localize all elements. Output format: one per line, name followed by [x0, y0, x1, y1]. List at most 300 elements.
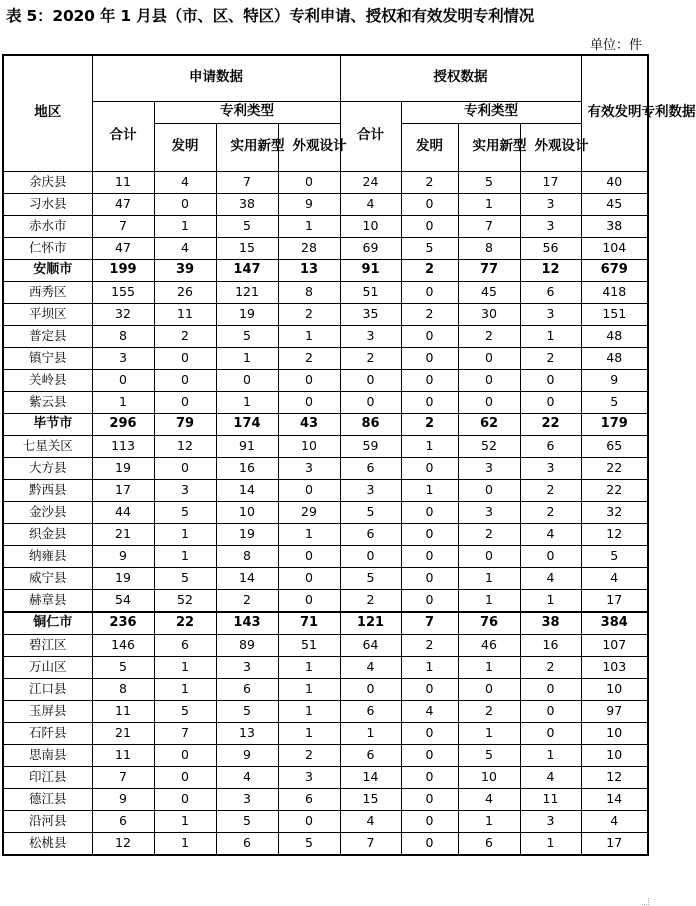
value-cell-a-total: 21	[92, 722, 154, 744]
value-cell-g-total: 4	[340, 656, 401, 678]
value-cell-g-total: 0	[340, 369, 401, 391]
value-cell-a-inv: 26	[154, 281, 216, 303]
value-cell-a-des: 3	[278, 766, 340, 788]
value-cell-a-util: 38	[216, 193, 278, 215]
value-cell-g-inv: 0	[401, 788, 458, 810]
table-row	[3, 479, 648, 501]
table-row	[3, 347, 648, 369]
region-name-cell: 威宁县	[3, 567, 92, 589]
value-cell-g-inv: 0	[401, 832, 458, 855]
value-cell-a-des: 0	[278, 589, 340, 612]
header-application-patent-type: 专利类型	[154, 101, 340, 123]
value-cell-a-total: 296	[92, 413, 154, 435]
value-cell-a-util: 121	[216, 281, 278, 303]
value-cell-g-inv: 0	[401, 523, 458, 545]
table-row	[3, 545, 648, 567]
header-grant-design: 外观设计	[520, 123, 581, 171]
header-application-group: 申请数据	[92, 55, 340, 101]
value-cell-g-util: 5	[458, 744, 520, 766]
value-cell-a-total: 8	[92, 325, 154, 347]
value-cell-g-des: 0	[520, 545, 581, 567]
value-cell-g-total: 1	[340, 722, 401, 744]
region-name-cell: 大方县	[3, 457, 92, 479]
value-cell-a-des: 6	[278, 788, 340, 810]
header-application-design: 外观设计	[278, 123, 340, 171]
table-row	[3, 391, 648, 413]
value-cell-a-inv: 1	[154, 656, 216, 678]
value-cell-a-total: 8	[92, 678, 154, 700]
value-cell-g-util: 30	[458, 303, 520, 325]
value-cell-g-des: 2	[520, 479, 581, 501]
value-cell-a-des: 2	[278, 744, 340, 766]
value-cell-a-total: 6	[92, 810, 154, 832]
value-cell-g-des: 2	[520, 656, 581, 678]
value-cell-g-des: 2	[520, 501, 581, 523]
table-row	[3, 435, 648, 457]
value-cell-g-total: 24	[340, 171, 401, 193]
value-cell-g-des: 3	[520, 215, 581, 237]
value-cell-a-des: 51	[278, 634, 340, 656]
value-cell-a-inv: 39	[154, 259, 216, 281]
value-cell-eff: 679	[581, 259, 648, 281]
value-cell-g-util: 1	[458, 193, 520, 215]
value-cell-g-total: 4	[340, 193, 401, 215]
value-cell-a-inv: 1	[154, 523, 216, 545]
region-name-cell: 沿河县	[3, 810, 92, 832]
value-cell-g-des: 0	[520, 722, 581, 744]
value-cell-a-util: 174	[216, 413, 278, 435]
value-cell-a-total: 44	[92, 501, 154, 523]
value-cell-g-total: 0	[340, 545, 401, 567]
region-name-cell: 铜仁市	[3, 612, 92, 635]
value-cell-g-des: 1	[520, 325, 581, 347]
value-cell-g-total: 6	[340, 700, 401, 722]
value-cell-g-inv: 0	[401, 391, 458, 413]
table-row	[3, 501, 648, 523]
value-cell-eff: 9	[581, 369, 648, 391]
value-cell-a-des: 0	[278, 479, 340, 501]
value-cell-a-inv: 22	[154, 612, 216, 635]
value-cell-g-inv: 1	[401, 656, 458, 678]
table-row-city	[3, 413, 648, 435]
region-name-cell: 纳雍县	[3, 545, 92, 567]
value-cell-g-util: 2	[458, 700, 520, 722]
value-cell-a-util: 14	[216, 479, 278, 501]
value-cell-g-total: 35	[340, 303, 401, 325]
value-cell-eff: 179	[581, 413, 648, 435]
value-cell-g-inv: 0	[401, 193, 458, 215]
value-cell-g-util: 45	[458, 281, 520, 303]
value-cell-a-inv: 0	[154, 391, 216, 413]
value-cell-g-total: 3	[340, 479, 401, 501]
value-cell-a-total: 7	[92, 215, 154, 237]
value-cell-g-util: 8	[458, 237, 520, 259]
value-cell-a-des: 5	[278, 832, 340, 855]
value-cell-a-util: 1	[216, 347, 278, 369]
value-cell-a-util: 0	[216, 369, 278, 391]
value-cell-a-inv: 0	[154, 193, 216, 215]
region-name-cell: 西秀区	[3, 281, 92, 303]
value-cell-a-util: 19	[216, 523, 278, 545]
region-name-cell: 玉屏县	[3, 700, 92, 722]
value-cell-eff: 32	[581, 501, 648, 523]
value-cell-a-inv: 52	[154, 589, 216, 612]
value-cell-a-total: 113	[92, 435, 154, 457]
value-cell-a-des: 3	[278, 457, 340, 479]
value-cell-g-des: 0	[520, 369, 581, 391]
value-cell-g-util: 6	[458, 832, 520, 855]
value-cell-a-util: 16	[216, 457, 278, 479]
value-cell-a-inv: 0	[154, 369, 216, 391]
table-row	[3, 700, 648, 722]
value-cell-a-util: 2	[216, 589, 278, 612]
value-cell-g-des: 6	[520, 435, 581, 457]
table-row	[3, 678, 648, 700]
table-row	[3, 369, 648, 391]
value-cell-g-des: 11	[520, 788, 581, 810]
table-row	[3, 656, 648, 678]
table-row	[3, 832, 648, 855]
value-cell-a-util: 7	[216, 171, 278, 193]
value-cell-g-util: 4	[458, 788, 520, 810]
value-cell-eff: 10	[581, 678, 648, 700]
value-cell-g-inv: 0	[401, 545, 458, 567]
value-cell-g-inv: 1	[401, 479, 458, 501]
region-name-cell: 赤水市	[3, 215, 92, 237]
table-row	[3, 193, 648, 215]
value-cell-g-util: 5	[458, 171, 520, 193]
value-cell-a-total: 47	[92, 237, 154, 259]
value-cell-a-inv: 0	[154, 457, 216, 479]
value-cell-g-total: 86	[340, 413, 401, 435]
value-cell-a-util: 8	[216, 545, 278, 567]
value-cell-g-des: 3	[520, 193, 581, 215]
value-cell-g-des: 0	[520, 678, 581, 700]
region-name-cell: 镇宁县	[3, 347, 92, 369]
value-cell-a-total: 54	[92, 589, 154, 612]
value-cell-g-des: 0	[520, 700, 581, 722]
value-cell-eff: 5	[581, 391, 648, 413]
value-cell-a-total: 146	[92, 634, 154, 656]
header-grant-group: 授权数据	[340, 55, 581, 101]
value-cell-g-util: 1	[458, 722, 520, 744]
value-cell-a-util: 14	[216, 567, 278, 589]
table-row-city	[3, 612, 648, 635]
value-cell-g-inv: 2	[401, 303, 458, 325]
value-cell-a-inv: 11	[154, 303, 216, 325]
value-cell-a-des: 29	[278, 501, 340, 523]
value-cell-a-util: 5	[216, 325, 278, 347]
value-cell-g-des: 4	[520, 523, 581, 545]
value-cell-a-util: 3	[216, 656, 278, 678]
region-name-cell: 碧江区	[3, 634, 92, 656]
value-cell-a-util: 91	[216, 435, 278, 457]
value-cell-g-des: 4	[520, 567, 581, 589]
value-cell-a-des: 1	[278, 678, 340, 700]
value-cell-g-total: 0	[340, 391, 401, 413]
value-cell-a-inv: 1	[154, 832, 216, 855]
table-body	[3, 171, 648, 855]
region-name-cell: 石阡县	[3, 722, 92, 744]
value-cell-eff: 97	[581, 700, 648, 722]
value-cell-eff: 48	[581, 347, 648, 369]
value-cell-g-inv: 0	[401, 347, 458, 369]
value-cell-g-inv: 0	[401, 457, 458, 479]
value-cell-g-total: 2	[340, 589, 401, 612]
header-grant-invention: 发明	[401, 123, 458, 171]
table-row	[3, 634, 648, 656]
value-cell-g-total: 6	[340, 457, 401, 479]
value-cell-g-des: 12	[520, 259, 581, 281]
value-cell-eff: 22	[581, 457, 648, 479]
value-cell-a-total: 9	[92, 545, 154, 567]
value-cell-g-util: 52	[458, 435, 520, 457]
unit-label: 单位：件	[589, 38, 642, 53]
value-cell-a-des: 1	[278, 700, 340, 722]
value-cell-g-util: 0	[458, 479, 520, 501]
value-cell-a-total: 5	[92, 656, 154, 678]
value-cell-a-inv: 5	[154, 700, 216, 722]
value-cell-a-des: 2	[278, 347, 340, 369]
table-row	[3, 281, 648, 303]
value-cell-a-des: 0	[278, 391, 340, 413]
value-cell-g-des: 38	[520, 612, 581, 635]
value-cell-eff: 38	[581, 215, 648, 237]
value-cell-a-util: 4	[216, 766, 278, 788]
value-cell-g-util: 0	[458, 347, 520, 369]
value-cell-eff: 45	[581, 193, 648, 215]
value-cell-g-des: 3	[520, 457, 581, 479]
value-cell-g-inv: 1	[401, 435, 458, 457]
value-cell-eff: 107	[581, 634, 648, 656]
value-cell-eff: 4	[581, 567, 648, 589]
value-cell-a-inv: 0	[154, 766, 216, 788]
value-cell-g-util: 1	[458, 810, 520, 832]
value-cell-g-total: 10	[340, 215, 401, 237]
value-cell-g-total: 59	[340, 435, 401, 457]
value-cell-g-util: 62	[458, 413, 520, 435]
value-cell-g-util: 7	[458, 215, 520, 237]
value-cell-a-util: 15	[216, 237, 278, 259]
region-name-cell: 毕节市	[3, 413, 92, 435]
table-row	[3, 457, 648, 479]
value-cell-g-total: 91	[340, 259, 401, 281]
header-application-invention: 发明	[154, 123, 216, 171]
region-name-cell: 仁怀市	[3, 237, 92, 259]
header-grant-utility: 实用新型	[458, 123, 520, 171]
value-cell-a-total: 11	[92, 700, 154, 722]
value-cell-g-util: 0	[458, 369, 520, 391]
value-cell-a-des: 0	[278, 171, 340, 193]
value-cell-a-inv: 0	[154, 347, 216, 369]
value-cell-a-inv: 4	[154, 237, 216, 259]
value-cell-a-inv: 5	[154, 567, 216, 589]
value-cell-eff: 14	[581, 788, 648, 810]
value-cell-eff: 384	[581, 612, 648, 635]
table-row	[3, 523, 648, 545]
value-cell-g-util: 76	[458, 612, 520, 635]
value-cell-a-des: 10	[278, 435, 340, 457]
value-cell-a-total: 47	[92, 193, 154, 215]
value-cell-a-util: 6	[216, 678, 278, 700]
value-cell-eff: 104	[581, 237, 648, 259]
value-cell-g-des: 17	[520, 171, 581, 193]
value-cell-g-total: 64	[340, 634, 401, 656]
value-cell-g-util: 1	[458, 656, 520, 678]
value-cell-a-des: 43	[278, 413, 340, 435]
header-region: 地区	[3, 55, 92, 171]
value-cell-g-inv: 7	[401, 612, 458, 635]
region-name-cell: 关岭县	[3, 369, 92, 391]
value-cell-a-total: 11	[92, 171, 154, 193]
value-cell-eff: 65	[581, 435, 648, 457]
value-cell-a-util: 1	[216, 391, 278, 413]
value-cell-a-total: 155	[92, 281, 154, 303]
value-cell-a-total: 17	[92, 479, 154, 501]
value-cell-g-inv: 0	[401, 281, 458, 303]
value-cell-a-inv: 1	[154, 215, 216, 237]
region-name-cell: 七星关区	[3, 435, 92, 457]
value-cell-a-total: 1	[92, 391, 154, 413]
table-row	[3, 744, 648, 766]
value-cell-g-util: 77	[458, 259, 520, 281]
value-cell-a-util: 5	[216, 810, 278, 832]
table-row	[3, 567, 648, 589]
region-name-cell: 松桃县	[3, 832, 92, 855]
value-cell-a-util: 10	[216, 501, 278, 523]
value-cell-eff: 40	[581, 171, 648, 193]
value-cell-a-util: 9	[216, 744, 278, 766]
value-cell-a-util: 3	[216, 788, 278, 810]
value-cell-g-des: 3	[520, 810, 581, 832]
value-cell-g-inv: 0	[401, 766, 458, 788]
value-cell-a-des: 1	[278, 215, 340, 237]
value-cell-eff: 17	[581, 832, 648, 855]
value-cell-g-total: 15	[340, 788, 401, 810]
value-cell-a-des: 0	[278, 567, 340, 589]
value-cell-a-total: 12	[92, 832, 154, 855]
region-name-cell: 习水县	[3, 193, 92, 215]
table-row	[3, 810, 648, 832]
region-name-cell: 织金县	[3, 523, 92, 545]
value-cell-a-des: 13	[278, 259, 340, 281]
value-cell-g-des: 1	[520, 832, 581, 855]
value-cell-a-inv: 0	[154, 788, 216, 810]
value-cell-a-total: 19	[92, 457, 154, 479]
value-cell-a-total: 199	[92, 259, 154, 281]
value-cell-g-inv: 0	[401, 215, 458, 237]
value-cell-g-inv: 0	[401, 501, 458, 523]
value-cell-g-inv: 2	[401, 259, 458, 281]
value-cell-a-inv: 0	[154, 744, 216, 766]
header-application-utility: 实用新型	[216, 123, 278, 171]
value-cell-eff: 48	[581, 325, 648, 347]
value-cell-a-util: 89	[216, 634, 278, 656]
value-cell-g-total: 5	[340, 567, 401, 589]
value-cell-a-total: 9	[92, 788, 154, 810]
value-cell-g-inv: 0	[401, 567, 458, 589]
value-cell-g-util: 0	[458, 678, 520, 700]
header-grant-patent-type: 专利类型	[401, 101, 581, 123]
value-cell-a-inv: 79	[154, 413, 216, 435]
region-name-cell: 江口县	[3, 678, 92, 700]
value-cell-a-inv: 4	[154, 171, 216, 193]
table-row	[3, 788, 648, 810]
value-cell-g-total: 121	[340, 612, 401, 635]
value-cell-a-inv: 1	[154, 810, 216, 832]
region-name-cell: 赫章县	[3, 589, 92, 612]
header-grant-total: 合计	[340, 101, 401, 171]
table-row	[3, 237, 648, 259]
value-cell-g-inv: 0	[401, 325, 458, 347]
value-cell-a-inv: 1	[154, 678, 216, 700]
region-name-cell: 印江县	[3, 766, 92, 788]
value-cell-g-total: 6	[340, 523, 401, 545]
value-cell-g-total: 7	[340, 832, 401, 855]
patent-table	[2, 54, 696, 856]
value-cell-g-des: 0	[520, 391, 581, 413]
value-cell-a-inv: 5	[154, 501, 216, 523]
table-row-city	[3, 259, 648, 281]
value-cell-eff: 22	[581, 479, 648, 501]
region-name-cell: 普定县	[3, 325, 92, 347]
value-cell-a-des: 2	[278, 303, 340, 325]
value-cell-g-total: 2	[340, 347, 401, 369]
value-cell-a-util: 5	[216, 700, 278, 722]
corner-marker	[642, 898, 649, 905]
value-cell-a-inv: 6	[154, 634, 216, 656]
table-row	[3, 722, 648, 744]
value-cell-a-des: 9	[278, 193, 340, 215]
value-cell-eff: 5	[581, 545, 648, 567]
value-cell-a-total: 236	[92, 612, 154, 635]
value-cell-a-total: 7	[92, 766, 154, 788]
region-name-cell: 余庆县	[3, 171, 92, 193]
value-cell-g-total: 4	[340, 810, 401, 832]
value-cell-g-util: 3	[458, 457, 520, 479]
value-cell-a-util: 143	[216, 612, 278, 635]
value-cell-g-inv: 2	[401, 171, 458, 193]
value-cell-a-des: 71	[278, 612, 340, 635]
region-name-cell: 紫云县	[3, 391, 92, 413]
region-name-cell: 思南县	[3, 744, 92, 766]
value-cell-g-inv: 0	[401, 589, 458, 612]
value-cell-a-total: 11	[92, 744, 154, 766]
value-cell-g-util: 1	[458, 589, 520, 612]
value-cell-g-des: 1	[520, 589, 581, 612]
table-row	[3, 589, 648, 612]
value-cell-eff: 151	[581, 303, 648, 325]
value-cell-g-total: 5	[340, 501, 401, 523]
value-cell-a-util: 147	[216, 259, 278, 281]
value-cell-a-total: 19	[92, 567, 154, 589]
value-cell-g-inv: 0	[401, 810, 458, 832]
table-row	[3, 171, 648, 193]
value-cell-g-des: 56	[520, 237, 581, 259]
value-cell-g-util: 3	[458, 501, 520, 523]
value-cell-a-inv: 12	[154, 435, 216, 457]
value-cell-g-inv: 2	[401, 413, 458, 435]
value-cell-g-des: 6	[520, 281, 581, 303]
value-cell-a-util: 6	[216, 832, 278, 855]
region-name-cell: 平坝区	[3, 303, 92, 325]
value-cell-a-util: 13	[216, 722, 278, 744]
value-cell-a-total: 32	[92, 303, 154, 325]
value-cell-a-des: 1	[278, 722, 340, 744]
value-cell-g-des: 3	[520, 303, 581, 325]
table-row	[3, 325, 648, 347]
region-name-cell: 金沙县	[3, 501, 92, 523]
